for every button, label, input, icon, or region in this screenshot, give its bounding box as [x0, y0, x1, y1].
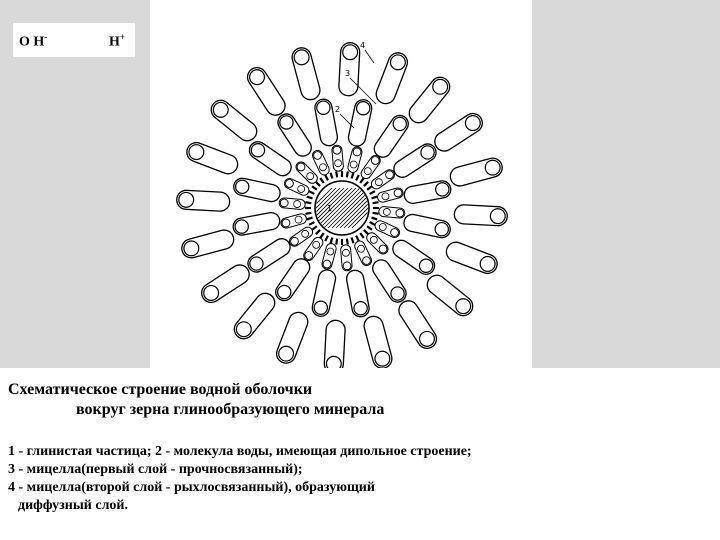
water-dipole	[289, 227, 312, 246]
clay-particle-label: 1	[327, 204, 333, 213]
ion-legend-box	[13, 23, 135, 57]
water-dipole	[379, 207, 405, 218]
water-dipole	[446, 242, 497, 273]
water-dipole	[249, 142, 291, 176]
water-dipole	[409, 77, 449, 122]
water-dipole	[364, 316, 392, 368]
water-dipole	[341, 245, 352, 271]
water-dipole	[322, 244, 336, 269]
water-dipole	[393, 240, 435, 274]
water-dipole	[454, 205, 507, 226]
water-dipole	[312, 150, 329, 174]
water-dipole	[304, 237, 323, 260]
water-dipole	[281, 214, 306, 228]
hydroxyl-ion-label: О Н-	[19, 32, 48, 50]
water-dipole	[233, 213, 279, 235]
water-dipole	[279, 198, 305, 209]
water-dipole	[278, 114, 311, 156]
caption-item-1: 1 - глинистая частица; 2 - молекула воды, имеющая дипольное строение;	[8, 444, 472, 459]
water-dipole	[348, 147, 362, 172]
water-dipole	[182, 230, 234, 258]
water-dipole	[248, 239, 290, 272]
water-dipole	[177, 190, 230, 211]
water-dipole	[367, 233, 388, 254]
water-dipole	[277, 312, 308, 363]
caption-item-4-continued: диффузный слой.	[18, 498, 128, 513]
caption-legend	[8, 443, 472, 515]
water-dipole	[375, 221, 399, 238]
water-dipole	[315, 99, 337, 145]
water-dipole	[292, 48, 320, 100]
water-dipole	[312, 270, 335, 316]
water-dipole	[234, 178, 280, 201]
water-shell-diagram	[150, 0, 532, 368]
water-dipole	[374, 115, 408, 157]
water-dipole	[399, 301, 437, 349]
figure-caption	[0, 368, 720, 540]
callout-label-2: 2	[335, 105, 341, 114]
water-dipole	[355, 241, 372, 266]
water-dipole	[332, 145, 343, 171]
caption-item-3: 4 - мицелла(второй слой - рыхлосвязанный), образующий	[8, 480, 375, 495]
water-dipole	[376, 53, 407, 104]
water-dipole	[404, 214, 450, 237]
water-dipole	[394, 144, 436, 177]
water-dipole	[324, 320, 345, 368]
water-dipole	[427, 275, 472, 315]
clay-particle	[315, 181, 369, 235]
water-dipole	[211, 100, 256, 140]
caption-title-line-1: Схематическое строение водной оболочки	[8, 381, 313, 398]
water-dipole	[348, 100, 371, 146]
water-dipole	[202, 265, 250, 303]
water-dipole	[296, 162, 317, 183]
water-dipole	[187, 143, 238, 174]
caption-item-2: 3 - мицелла(первый слой - прочносвязанный);	[8, 462, 303, 477]
water-dipole	[361, 155, 380, 178]
caption-title-line-2: вокруг зерна глинообразующего минерала	[76, 401, 385, 418]
water-dipole	[450, 158, 502, 186]
water-dipole	[373, 260, 406, 302]
water-dipole	[404, 181, 450, 203]
water-dipole	[371, 170, 394, 189]
callout-label-3: 3	[345, 69, 351, 78]
water-dipole	[347, 270, 369, 316]
hydrogen-ion-label: Н+	[109, 32, 126, 50]
water-dipole	[378, 188, 403, 202]
water-dipole	[284, 178, 308, 195]
water-dipole	[435, 114, 483, 152]
water-dipole	[276, 259, 310, 301]
water-dipole	[248, 68, 286, 116]
water-dipole	[234, 293, 274, 338]
callout-label-4: 4	[360, 41, 366, 50]
